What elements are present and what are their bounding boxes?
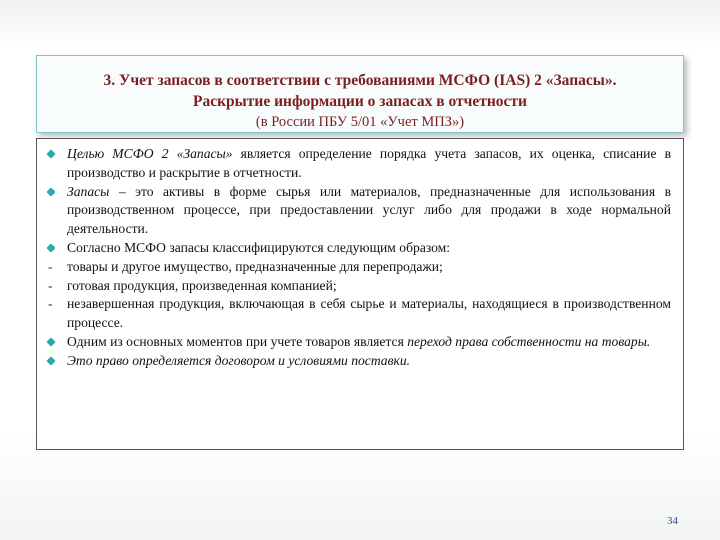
- page-number: 34: [667, 515, 678, 527]
- contract-text: Это право определяется договором и условиями поставки.: [67, 352, 411, 368]
- bullet-icon: [46, 337, 55, 346]
- bullet-icon: [46, 187, 55, 196]
- dash-marker: -: [48, 258, 53, 274]
- dash-item-finished-text: готовая продукция, произведенная компанией;: [67, 277, 337, 293]
- classification-lead: Согласно МСФО запасы классифицируются: [67, 239, 324, 255]
- title-line-3: (в России ПБУ 5/01 «Учет МПЗ»): [255, 114, 465, 130]
- ownership-emphasis: переход права собственности на товары.: [407, 333, 651, 349]
- dash-marker: -: [48, 296, 53, 312]
- definition-lead: Запасы: [67, 183, 110, 199]
- bullet-icon: [46, 149, 55, 158]
- definition-text: – это активы в форме сырья или материалов, предназначенные для использования в производственном процессе, при предоставлении услуг либо для продажи в ходе нормальной деятельности.: [67, 183, 671, 237]
- dash-item-wip: [47, 295, 671, 333]
- goal-lead: Целью МСФО 2 «Запасы»: [67, 146, 233, 161]
- bullet-icon: [46, 356, 55, 365]
- content-box: [36, 138, 684, 450]
- list-item-contract: [47, 352, 671, 371]
- title-line-2: Раскрытие информации о запасах в отчетности: [193, 93, 527, 110]
- list-item-classification: [47, 239, 671, 258]
- dash-item-wip-text: незавершенная продукция, включающая в себя сырье и материалы, находящиеся в производственном процессе.: [67, 296, 671, 331]
- classification-text: следующим образом:: [323, 239, 451, 255]
- bullet-icon: [46, 243, 55, 252]
- list-item-ownership: [47, 333, 671, 352]
- goal-text: является определение порядка учета запасов, их оценка, списание в производство и раскрытие в отчетности.: [67, 146, 672, 180]
- dash-item-goods-text: товары и другое имущество, предназначенные для перепродажи;: [67, 258, 443, 274]
- content-list: [47, 145, 671, 371]
- dash-item-goods: [47, 258, 671, 277]
- top-decoration: [0, 0, 720, 48]
- dash-item-finished: [47, 277, 671, 296]
- dash-marker: -: [48, 277, 53, 293]
- title-line-1: 3. Учет запасов в соответствии с требованиями МСФО (IAS) 2 «Запасы».: [103, 72, 617, 89]
- list-item-goal: [47, 145, 671, 183]
- ownership-text: Одним из основных моментов при учете товаров является: [67, 333, 408, 349]
- list-item-definition: [47, 183, 671, 239]
- slide-title: [36, 55, 684, 133]
